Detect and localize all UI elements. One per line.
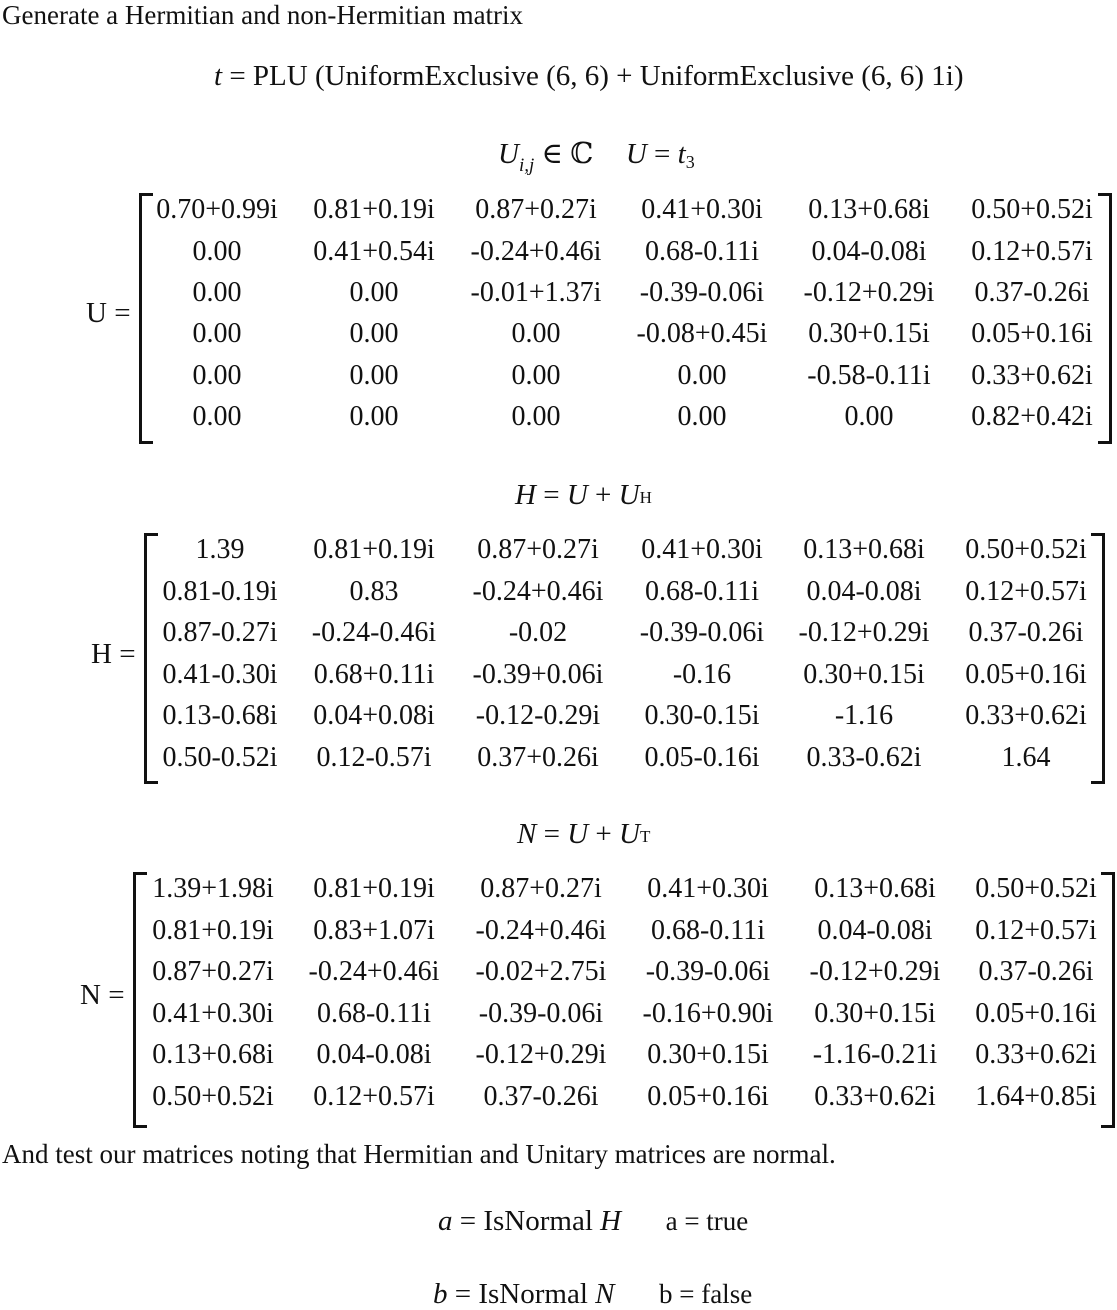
matrix-h-cell: 0.37-0.26i bbox=[968, 617, 1084, 648]
matrix-n-cell: 0.12+0.57i bbox=[975, 915, 1097, 946]
matrix-n-cell: -0.39-0.06i bbox=[645, 956, 771, 987]
eq-n-sup: T bbox=[639, 827, 651, 846]
matrix-u-cell: -0.12+0.29i bbox=[803, 277, 935, 308]
eq-n-var2: U bbox=[619, 818, 640, 850]
eq-t-rhs: PLU (UniformExclusive (6, 6) + UniformExclusive (6, 6) 1i) bbox=[252, 60, 964, 92]
equation-t bbox=[214, 62, 964, 91]
eq-h-plus: + bbox=[587, 479, 619, 511]
matrix-h-cell: 0.30+0.15i bbox=[803, 659, 925, 690]
matrix-h-cell: 0.87+0.27i bbox=[477, 534, 599, 565]
eq-b-arg: N bbox=[595, 1278, 615, 1310]
matrix-n-cell: 0.81+0.19i bbox=[152, 915, 274, 946]
matrix-h-cell: 0.04+0.08i bbox=[313, 700, 435, 731]
matrix-n-cell: -0.16+0.90i bbox=[642, 998, 774, 1029]
eq-h-var: U bbox=[566, 479, 588, 511]
matrix-u-cell: 0.81+0.19i bbox=[313, 194, 435, 225]
matrix-n-cell: -0.39-0.06i bbox=[478, 998, 604, 1029]
matrix-h-cell: 1.64 bbox=[1001, 742, 1051, 773]
eq-t-lhs: t bbox=[214, 60, 223, 92]
matrix-n-cell: 0.30+0.15i bbox=[647, 1039, 769, 1070]
test-text: And test our matrices noting that Hermitian and Unitary matrices are normal. bbox=[2, 1139, 836, 1169]
matrix-h-cell: -0.39+0.06i bbox=[472, 659, 604, 690]
eq-u-eq: = bbox=[646, 138, 678, 170]
matrix-u-cell: 0.37-0.26i bbox=[974, 277, 1090, 308]
matrix-u-cell: 0.13+0.68i bbox=[808, 194, 930, 225]
matrix-u-right-bracket bbox=[1098, 193, 1112, 444]
matrix-u-cell: 0.00 bbox=[511, 360, 561, 391]
eq-b-result: b = false bbox=[658, 1279, 753, 1309]
eq-u-subscript: i,j bbox=[518, 155, 535, 176]
matrix-h-cell: 0.05-0.16i bbox=[644, 742, 760, 773]
matrix-h-cell: -0.39-0.06i bbox=[639, 617, 765, 648]
matrix-u-cell: 0.04-0.08i bbox=[811, 236, 927, 267]
matrix-h-cell: 0.68+0.11i bbox=[313, 659, 435, 690]
matrix-h-cell: 0.81+0.19i bbox=[313, 534, 435, 565]
matrix-h-cell: 0.83 bbox=[349, 576, 399, 607]
matrix-u-cell: 0.00 bbox=[192, 236, 242, 267]
matrix-n-cell: -0.12+0.29i bbox=[809, 956, 941, 987]
eq-b-mid: = IsNormal bbox=[447, 1278, 596, 1310]
matrix-h-cell: 0.33+0.62i bbox=[965, 700, 1087, 731]
matrix-n-cell: 0.68-0.11i bbox=[650, 915, 766, 946]
matrix-n-cell: 0.04-0.08i bbox=[817, 915, 933, 946]
matrix-u-cell: 0.82+0.42i bbox=[971, 401, 1093, 432]
eq-h-sup: H bbox=[639, 488, 652, 507]
matrix-h-cell: 0.13+0.68i bbox=[803, 534, 925, 565]
matrix-u-cell: 0.00 bbox=[677, 401, 727, 432]
matrix-h-cell: 0.68-0.11i bbox=[644, 576, 760, 607]
matrix-h-cell: -1.16 bbox=[834, 700, 894, 731]
matrix-h-right-bracket bbox=[1091, 533, 1105, 784]
matrix-n-cell: 0.41+0.30i bbox=[647, 873, 769, 904]
matrix-u-cell: 0.05+0.16i bbox=[971, 318, 1093, 349]
eq-a-mid: = IsNormal bbox=[452, 1205, 601, 1237]
matrix-h-cell: 0.12-0.57i bbox=[316, 742, 432, 773]
matrix-n-cell: 0.41+0.30i bbox=[152, 998, 274, 1029]
matrix-u-cell: 0.00 bbox=[349, 360, 399, 391]
matrix-n-cell: 0.37-0.26i bbox=[483, 1081, 599, 1112]
matrix-h-cell: -0.16 bbox=[672, 659, 732, 690]
eq-a-arg: H bbox=[600, 1205, 622, 1237]
matrix-n-cell: 0.13+0.68i bbox=[152, 1039, 274, 1070]
matrix-h-cell: 0.41+0.30i bbox=[641, 534, 763, 565]
matrix-u-cell: 0.00 bbox=[511, 401, 561, 432]
matrix-u-cell: 0.00 bbox=[192, 277, 242, 308]
eq-a-lhs: a bbox=[438, 1205, 453, 1237]
matrix-n-cell: 0.30+0.15i bbox=[814, 998, 936, 1029]
matrix-h-cell: -0.24+0.46i bbox=[472, 576, 604, 607]
eq-u-var: U bbox=[498, 138, 519, 170]
eq-n-lhs: N bbox=[517, 818, 537, 850]
matrix-n-cell: -0.12+0.29i bbox=[475, 1039, 607, 1070]
eq-u-sub3: 3 bbox=[685, 152, 695, 172]
matrix-n-left-bracket bbox=[133, 872, 147, 1128]
matrix-h-cell: 0.33-0.62i bbox=[806, 742, 922, 773]
matrix-h-cell: 0.30-0.15i bbox=[644, 700, 760, 731]
matrix-n-cell: -1.16-0.21i bbox=[812, 1039, 938, 1070]
matrix-u-cell: 0.70+0.99i bbox=[156, 194, 278, 225]
matrix-n-cell: 0.05+0.16i bbox=[647, 1081, 769, 1112]
eq-h-lhs: H bbox=[515, 479, 536, 511]
matrix-n-cell: 1.39+1.98i bbox=[152, 873, 274, 904]
matrix-n-cell: -0.24+0.46i bbox=[308, 956, 440, 987]
matrix-u-cell: 0.00 bbox=[349, 401, 399, 432]
matrix-h-cell: 0.12+0.57i bbox=[965, 576, 1087, 607]
eq-a-result: a = true bbox=[665, 1206, 749, 1236]
matrix-n-cell: 0.87+0.27i bbox=[480, 873, 602, 904]
matrix-u-left-bracket bbox=[139, 193, 153, 444]
matrix-h-cell: -0.24-0.46i bbox=[311, 617, 437, 648]
matrix-n-cell: 0.50+0.52i bbox=[975, 873, 1097, 904]
matrix-u-cell: 0.30+0.15i bbox=[808, 318, 930, 349]
matrix-h-cell: 1.39 bbox=[195, 534, 245, 565]
matrix-u-cell: 0.50+0.52i bbox=[971, 194, 1093, 225]
matrix-u-cell: 0.33+0.62i bbox=[971, 360, 1093, 391]
intro-text: Generate a Hermitian and non-Hermitian matrix bbox=[2, 0, 524, 30]
matrix-h-cell: 0.81-0.19i bbox=[162, 576, 278, 607]
equation-h bbox=[515, 481, 652, 510]
matrix-u-cell: 0.68-0.11i bbox=[644, 236, 760, 267]
matrix-u-cell: 0.00 bbox=[192, 401, 242, 432]
matrix-h-cell: 0.50-0.52i bbox=[162, 742, 278, 773]
matrix-u-label: U = bbox=[86, 297, 131, 329]
matrix-u-cell: 0.00 bbox=[192, 360, 242, 391]
matrix-n-cell: 1.64+0.85i bbox=[975, 1081, 1097, 1112]
matrix-h-left-bracket bbox=[144, 533, 158, 784]
matrix-u-cell: -0.01+1.37i bbox=[470, 277, 602, 308]
matrix-n-cell: 0.33+0.62i bbox=[975, 1039, 1097, 1070]
matrix-u-cell: 0.41+0.30i bbox=[641, 194, 763, 225]
matrix-u-cell: -0.24+0.46i bbox=[470, 236, 602, 267]
matrix-n-cell: 0.04-0.08i bbox=[316, 1039, 432, 1070]
equation-n bbox=[517, 820, 650, 849]
matrix-u-cell: 0.00 bbox=[677, 360, 727, 391]
matrix-h-cell: 0.05+0.16i bbox=[965, 659, 1087, 690]
matrix-n-cell: -0.02+2.75i bbox=[475, 956, 607, 987]
matrix-u-cell: 0.00 bbox=[349, 318, 399, 349]
eq-u-var3: t bbox=[677, 138, 686, 170]
matrix-n-cell: 0.68-0.11i bbox=[316, 998, 432, 1029]
matrix-n-cell: 0.37-0.26i bbox=[978, 956, 1094, 987]
matrix-n-label: N = bbox=[80, 979, 125, 1011]
matrix-h-cell: 0.41-0.30i bbox=[162, 659, 278, 690]
matrix-u-cell: 0.00 bbox=[349, 277, 399, 308]
matrix-u-cell: -0.08+0.45i bbox=[636, 318, 768, 349]
matrix-h-cell: 0.04-0.08i bbox=[806, 576, 922, 607]
matrix-n-cell: 0.12+0.57i bbox=[313, 1081, 435, 1112]
eq-t-op: = bbox=[222, 60, 253, 92]
matrix-n-cell: 0.87+0.27i bbox=[152, 956, 274, 987]
eq-n-var: U bbox=[567, 818, 589, 850]
eq-n-plus: + bbox=[588, 818, 620, 850]
matrix-h-cell: 0.13-0.68i bbox=[162, 700, 278, 731]
matrix-u-cell: 0.00 bbox=[844, 401, 894, 432]
matrix-h-cell: -0.12+0.29i bbox=[798, 617, 930, 648]
matrix-u-cell: 0.12+0.57i bbox=[971, 236, 1093, 267]
matrix-n-cell: 0.05+0.16i bbox=[975, 998, 1097, 1029]
equation-a bbox=[438, 1207, 748, 1236]
matrix-h-cell: -0.02 bbox=[508, 617, 568, 648]
matrix-n-cell: 0.33+0.62i bbox=[814, 1081, 936, 1112]
matrix-h-cell: 0.87-0.27i bbox=[162, 617, 278, 648]
matrix-n-cell: 0.13+0.68i bbox=[814, 873, 936, 904]
matrix-u-cell: -0.58-0.11i bbox=[807, 360, 931, 391]
matrix-h-cell: 0.37+0.26i bbox=[477, 742, 599, 773]
matrix-n-cell: -0.24+0.46i bbox=[475, 915, 607, 946]
matrix-u-cell: 0.00 bbox=[192, 318, 242, 349]
eq-u-var2: U bbox=[625, 138, 647, 170]
matrix-u-cell: 0.87+0.27i bbox=[475, 194, 597, 225]
matrix-n-cell: 0.81+0.19i bbox=[313, 873, 435, 904]
matrix-h-cell: 0.50+0.52i bbox=[965, 534, 1087, 565]
eq-h-mid: = bbox=[535, 479, 567, 511]
matrix-u-cell: 0.41+0.54i bbox=[313, 236, 435, 267]
matrix-n-right-bracket bbox=[1101, 872, 1115, 1128]
equation-b bbox=[433, 1280, 752, 1309]
matrix-u-cell: 0.00 bbox=[511, 318, 561, 349]
matrix-h-cell: -0.12-0.29i bbox=[475, 700, 601, 731]
equation-u-definition bbox=[498, 138, 695, 176]
eq-u-member: ∈ ℂ bbox=[534, 138, 594, 170]
matrix-h-label: H = bbox=[91, 638, 136, 670]
eq-n-mid: = bbox=[536, 818, 568, 850]
matrix-u-cell: -0.39-0.06i bbox=[639, 277, 765, 308]
eq-b-lhs: b bbox=[433, 1278, 448, 1310]
eq-h-var2: U bbox=[618, 479, 640, 511]
matrix-n-cell: 0.83+1.07i bbox=[313, 915, 435, 946]
matrix-n-cell: 0.50+0.52i bbox=[152, 1081, 274, 1112]
